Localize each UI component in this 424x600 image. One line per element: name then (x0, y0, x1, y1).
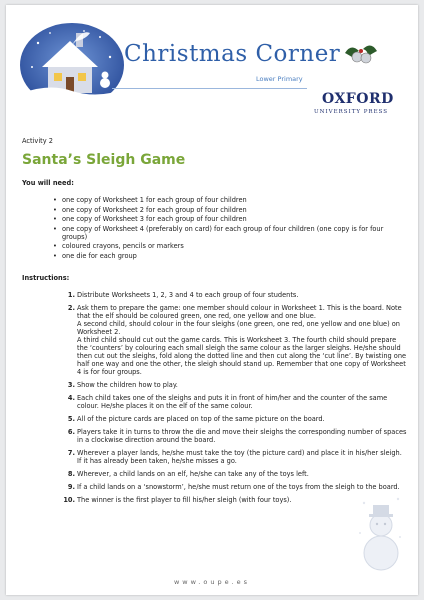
materials-list (22, 196, 408, 260)
instruction-step (67, 469, 408, 478)
instructions-list (22, 291, 408, 504)
instruction-step (67, 380, 408, 389)
page-title: Santa’s Sleigh Game (22, 152, 186, 168)
step-number: 2. (67, 303, 75, 312)
footer-url: www.oupe.es (173, 578, 251, 586)
materials-item: • coloured crayons, pencils or markers (62, 242, 408, 250)
step-text: A second child, should colour in the four sleighs (one green, one red, one yellow and one blue) on Worksheet 2. (77, 319, 400, 336)
step-number: 8. (67, 469, 75, 478)
instruction-step (67, 393, 408, 410)
step-number: 7. (67, 448, 75, 457)
step-text: Ask them to prepare the game: one member should colour in Worksheet 1. This is the board. Note that the elf should be coloured green, one red, one yellow and one blue. (77, 303, 402, 320)
step-number: 6. (67, 427, 75, 436)
holly-bells-icon (341, 39, 381, 67)
header-banner (6, 5, 418, 123)
step-number: 10. (63, 495, 75, 504)
step-text: Distribute Worksheets 1, 2, 3 and 4 to each group of four students. (77, 290, 299, 299)
title-divider (112, 88, 307, 89)
document-page (6, 5, 418, 595)
step-text: Wherever a player lands, he/she must take the toy (the picture card) and place it in his/her sleigh. If it has already been taken, he/she misses a go. (77, 448, 402, 465)
materials-heading: You will need: (22, 179, 74, 187)
activity-label: Activity 2 (22, 137, 53, 145)
materials-item: • one copy of Worksheet 4 (preferably on card) for each group of four children (one copy is for four groups) (62, 225, 408, 241)
step-text: If a child lands on a ‘snowstorm’, he/she must return one of the toys from the sleigh to the board. (77, 482, 400, 491)
instruction-step (67, 427, 408, 444)
materials-item: • one copy of Worksheet 1 for each group of four children (62, 196, 408, 204)
step-number: 4. (67, 393, 75, 402)
step-number: 1. (67, 290, 75, 299)
instruction-step (67, 448, 408, 465)
instructions-heading: Instructions: (22, 273, 70, 282)
step-number: 5. (67, 414, 75, 423)
step-text: A third child should cut out the game cards. This is Worksheet 3. The fourth child should prepare the ‘counters’ by colouring each small sleigh the same colour as the larger sleighs. He/she should then cut out the sleighs, fold along the dotted line and then cut along the ‘cut line’. By twisting one half one way and one the other, the sleigh should stand up. Remember that one copy of Worksheet 4 is for four groups. (77, 335, 407, 376)
title: Christmas Corner (124, 41, 341, 67)
materials-item: • one copy of Worksheet 3 for each group of four children (62, 215, 408, 223)
instruction-step (67, 482, 408, 491)
instruction-step (67, 303, 408, 376)
step-text: Players take it in turns to throw the die and move their sleighs the corresponding number of spaces in a clockwise direction around the board. (77, 427, 407, 444)
step-text: Show the children how to play. (77, 380, 178, 389)
step-text: All of the picture cards are placed on top of the same picture on the board. (77, 414, 325, 423)
publisher-logo: OXFORD (322, 91, 394, 107)
snowman-icon (356, 493, 406, 573)
publisher-subtitle: UNIVERSITY PRESS (314, 109, 389, 115)
step-text: Each child takes one of the sleighs and puts it in front of him/her and the counter of the same colour. He/she places it on the elf of the same colour. (77, 393, 388, 410)
step-text: The winner is the first player to fill his/her sleigh (with four toys). (77, 495, 292, 504)
materials-item: • one copy of Worksheet 2 for each group of four children (62, 206, 408, 214)
instruction-step (67, 290, 408, 299)
step-number: 3. (67, 380, 75, 389)
materials-item: • one die for each group (62, 252, 408, 260)
snowy-house-icon (20, 23, 125, 113)
instruction-step (67, 414, 408, 423)
step-text: Wherever, a child lands on an elf, he/she can take any of the toys left. (77, 469, 309, 478)
subtitle: Lower Primary (256, 75, 303, 83)
document-body (22, 137, 408, 509)
step-number: 9. (67, 482, 75, 491)
